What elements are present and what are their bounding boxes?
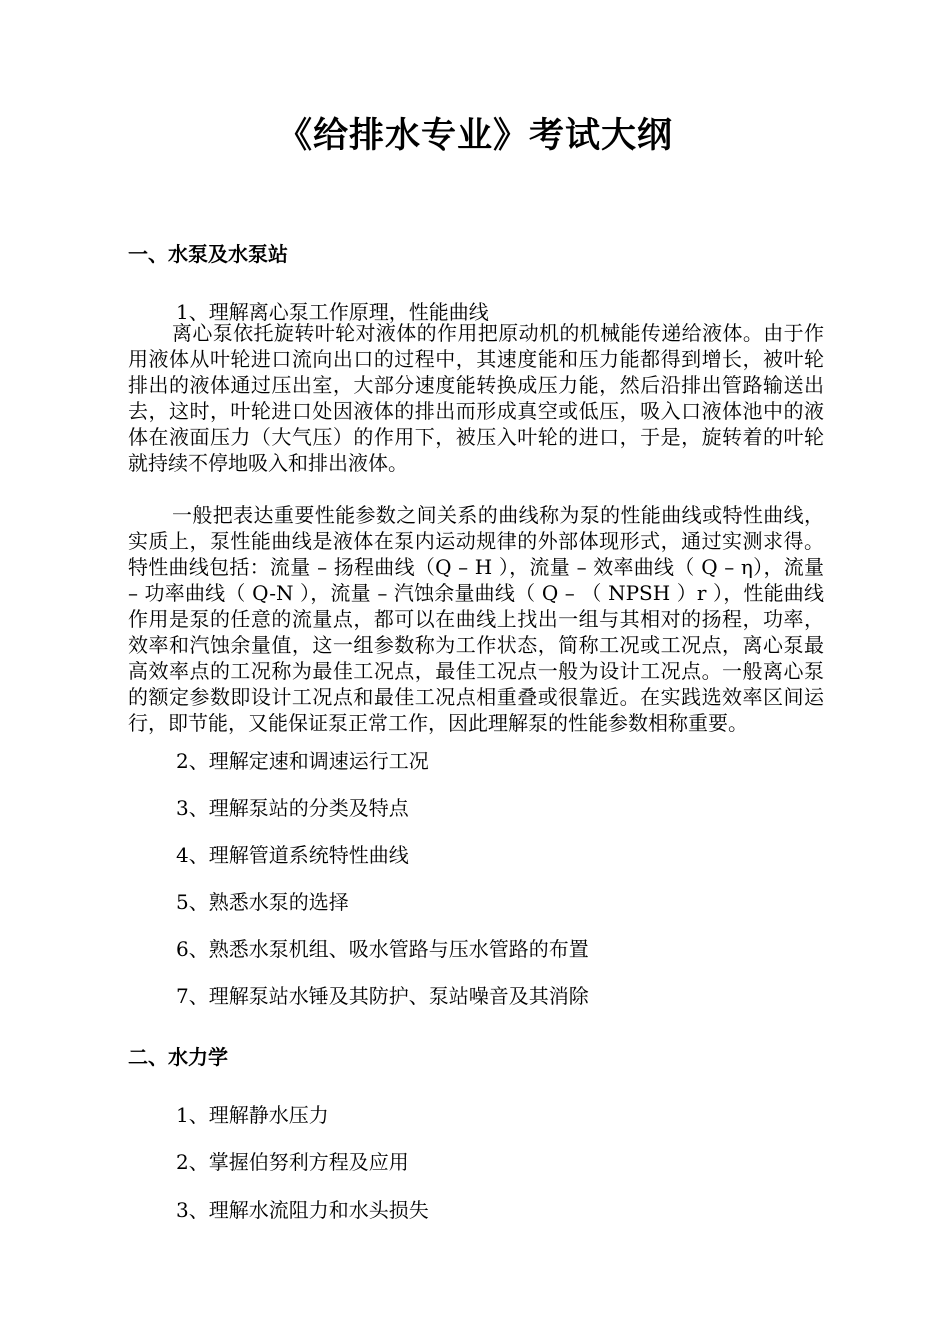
list-item: 1、理解离心泵工作原理，性能曲线 [176,300,489,324]
list-item: 2、掌握伯努利方程及应用 [176,1150,409,1174]
document-title: 《给排水专业》考试大纲 [276,115,673,156]
list-item: 2、理解定速和调速运行工况 [176,749,429,773]
paragraph-centrifugal-pump-principle: 离心泵依托旋转叶轮对液体的作用把原动机的机械能传递给液体。由于作用液体从叶轮进口流向出口的过程中，其速度能和压力能都得到增长，被叶轮排出的液体通过压出室，大部分速度能转换成压力能，然后沿排出管路输送出去，这时，叶轮进口处因液体的排出而形成真空或低压，吸入口液体池中的液体在液面压力（大气压）的作用下，被压入叶轮的进口，于是，旋转着的叶轮就持续不停地吸入和排出液体。 [128,321,824,475]
paragraph-performance-curve: 一般把表达重要性能参数之间关系的曲线称为泵的性能曲线或特性曲线，实质上，泵性能曲线是液体在泵内运动规律的外部体现形式，通过实测求得。特性曲线包括：流量 – 扬程曲线（Q – H ），流量 – 效率曲线（ Q – η），流量 – 功率曲线（ Q-N ），流量 – 汽蚀余量曲线（ Q – （ NPSH ）r ），性能曲线作用是泵的任意的流量点，都可以在曲线上找出一组与其相对的扬程，功率，效率和汽蚀余量值，这一组参数称为工作状态，简称工况或工况点，离心泵最高效率点的工况称为最佳工况点，最佳工况点一般为设计工况点。一般离心泵的额定参数即设计工况点和最佳工况点相重叠或很靠近。在实践选效率区间运行，即节能，又能保证泵正常工作，因此理解泵的性能参数相称重要。 [128,503,824,735]
list-item: 3、理解水流阻力和水头损失 [176,1198,429,1222]
section-heading-pumps: 一、水泵及水泵站 [128,242,288,266]
list-item: 7、理解泵站水锤及其防护、泵站噪音及其消除 [176,984,589,1008]
list-item: 6、熟悉水泵机组、吸水管路与压水管路的布置 [176,937,589,961]
list-item: 3、理解泵站的分类及特点 [176,796,409,820]
section-heading-hydraulics: 二、水力学 [128,1045,228,1069]
list-item: 4、理解管道系统特性曲线 [176,843,409,867]
list-item: 1、理解静水压力 [176,1103,329,1127]
list-item: 5、熟悉水泵的选择 [176,890,349,914]
